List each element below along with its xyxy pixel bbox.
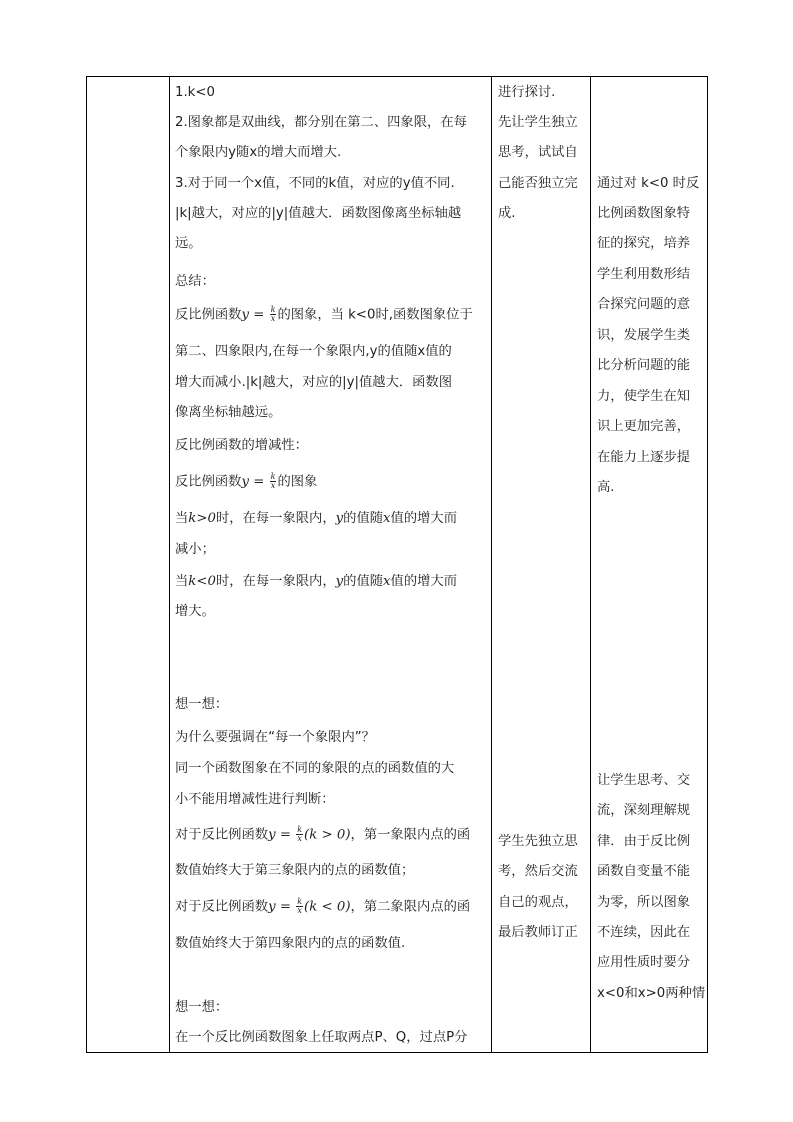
formula-line: 对于反比例函数y = $\frac{k}{x}$ (k < 0)，第二象限内点的函 <box>175 897 471 915</box>
text-line: 比例函数图象特 <box>597 206 691 221</box>
text-line: 增大。 <box>175 604 215 619</box>
text-line: 不连续，因此在 <box>597 925 691 940</box>
text-line: 小不能用增减性进行判断： <box>175 792 335 807</box>
text-line: 高. <box>597 480 615 495</box>
formula-line: 对于反比例函数y = $\frac{k}{x}$ (k > 0)，第一象限内点的函 <box>175 825 471 843</box>
text-line: 识，发展学生类 <box>597 328 691 343</box>
design-intent-cell <box>591 77 707 1052</box>
summary-heading: 总结： <box>175 274 215 289</box>
text-line: 学生先独立思 <box>498 834 578 849</box>
text-line: 学生利用数形结 <box>597 267 691 282</box>
text-line: 流，深刻理解规 <box>597 803 691 818</box>
lesson-plan-table <box>86 76 708 1053</box>
text-line: 识上更加完善， <box>597 419 691 434</box>
stage-cell <box>87 77 169 1052</box>
text-line: 增大而减小.|k|越大，对应的|y|值越大．函数图 <box>175 375 453 390</box>
formula-line: 反比例函数y = $\frac{k}{x}$ 的图象 <box>175 472 318 490</box>
text-line: 合探究问题的意 <box>597 297 691 312</box>
text-line: 律．由于反比例 <box>597 834 691 849</box>
text-line: 远。 <box>175 236 202 251</box>
text-line: 数值始终大于第四象限内的点的函数值. <box>175 936 406 951</box>
text-line: 比分析问题的能 <box>597 358 691 373</box>
formula-line: 反比例函数y = $\frac{k}{x}$ 的图象，当 k<0时,函数图象位于 <box>175 305 473 323</box>
text-line: 个象限内y随x的增大而增大. <box>175 145 342 160</box>
text-line: 在一个反比例函数图象上任取两点P、Q，过点P分 <box>175 1030 468 1045</box>
text-line: 像离坐标轴越远。 <box>175 405 282 420</box>
text-line: 为什么要强调在“每一个象限内”？ <box>175 730 375 745</box>
text-line: 自己的观点， <box>498 895 578 910</box>
text-line: 1.k<0 <box>175 85 215 100</box>
text-line: 为零，所以图象 <box>597 895 691 910</box>
fraction-k-over-x: $\frac{k}{x}$ <box>270 472 276 490</box>
think-heading: 想一想： <box>175 1000 229 1015</box>
text-line: 减小； <box>175 542 215 557</box>
fraction-k-over-x: $\frac{k}{x}$ <box>297 897 303 915</box>
text-line: 同一个函数图象在不同的象限的点的函数值的大 <box>175 761 455 776</box>
text-line: 在能力上逐步提 <box>597 450 691 465</box>
text-line: 让学生思考、交 <box>597 773 691 788</box>
content-cell <box>170 77 488 1052</box>
student-activity-cell <box>492 77 587 1052</box>
think-heading: 想一想： <box>175 697 229 712</box>
text-line: 力，使学生在知 <box>597 389 691 404</box>
text-line: 2.图象都是双曲线，都分别在第二、四象限，在每 <box>175 115 467 130</box>
text-line: 思考，试试自 <box>498 145 578 160</box>
text-line: x<0和x>0两种情 <box>597 986 706 1001</box>
text-line: 应用性质时要分 <box>597 955 691 970</box>
text-line: 当k<0时，在每一象限内，y的值随x值的增大而 <box>175 574 458 589</box>
text-line: 考，然后交流 <box>498 864 578 879</box>
text-line: 征的探究，培养 <box>597 236 691 251</box>
text-line: |k|越大，对应的|y|值越大．函数图像离坐标轴越 <box>175 206 462 221</box>
text-line: 3.对于同一个x值，不同的k值，对应的y值不同. <box>175 176 455 191</box>
text-line: 成. <box>498 206 516 221</box>
fraction-k-over-x: $\frac{k}{x}$ <box>270 305 276 323</box>
text-line: 函数自变量不能 <box>597 864 691 879</box>
text-line: 通过对 k<0 时反 <box>597 176 700 191</box>
text-line: 第二、四象限内,在每一个象限内,y的值随x值的 <box>175 344 452 359</box>
text-line: 进行探讨. <box>498 85 556 100</box>
text-line: 己能否独立完 <box>498 176 578 191</box>
text-line: 反比例函数的增减性： <box>175 438 308 453</box>
text-line: 先让学生独立 <box>498 115 578 130</box>
text-line: 数值始终大于第三象限内的点的函数值； <box>175 863 415 878</box>
text-line: 最后教师订正 <box>498 925 578 940</box>
text-line: 当k>0时，在每一象限内，y的值随x值的增大而 <box>175 511 458 526</box>
fraction-k-over-x: $\frac{k}{x}$ <box>297 825 303 843</box>
